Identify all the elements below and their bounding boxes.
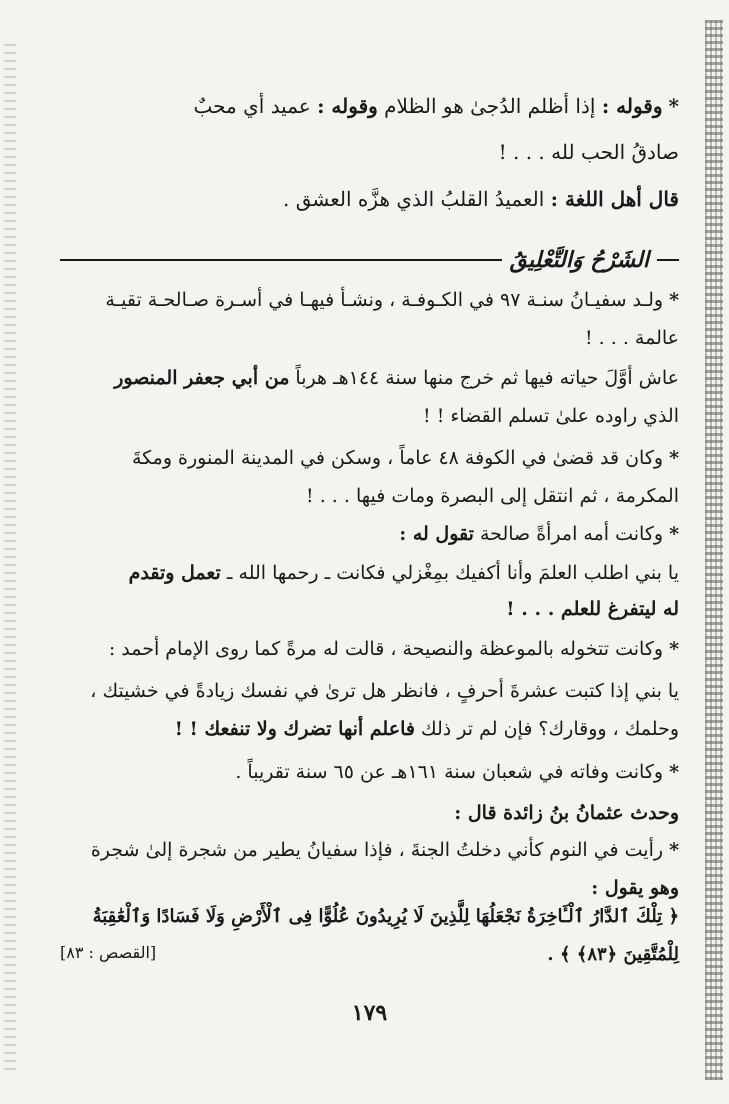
bullet-star: * [669,523,679,545]
bullet-star: * [669,447,679,469]
bullet-star: * [668,94,679,118]
para-8-line-1 [60,838,679,862]
para-1-line-1 [60,288,679,312]
para-5-text: وكانت تتخوله بالموعظة والنصيحة ، قالت له مرةً كما روى الإمام أحمد : [108,638,664,660]
quote-text-a: إذا أظلم الدُجىٰ هو الظلام [384,94,596,118]
para-4-line-1 [60,522,679,546]
section-title: الشَرْحُ وَالتَّعْلِيقُ [509,247,649,273]
para-4-text-a: وكانت أمه امرأةً صالحة [480,523,664,545]
para-4-quote-b: تعمل وتقدم [128,562,221,584]
para-6-line-1 [60,760,679,784]
quote-label-a: وقوله : [601,94,663,118]
para-8-line-2: وهو يقول : [591,877,679,899]
para-4-line-3: له ليتفرغ للعلم . . . ! [506,598,679,620]
verse-reference: [القصص : ٨٣] [60,943,157,962]
lexicon-label: قال أهل اللغة : [550,187,679,211]
para-4-quote-a: يا بني اطلب العلمَ وأنا أكفيك بمِغْزلي فكانت ـ رحمها الله ـ [226,562,679,584]
quote-text-b: عميد أي محبٌ [193,94,311,118]
para-2-line-1 [60,366,679,390]
para-1-text: ولـد سفيـانُ سنـة ٩٧ في الكـوفـة ، ونشـأ فيهـا في أسـرة صـالحـة تقيـة [105,289,664,311]
para-5-line-2: يا بني إذا كتبت عشرةَ أحرفٍ ، فانظر هل ترىٰ في نفسك زيادةً في خشيتك ، [90,680,679,702]
decorative-border-left [4,40,16,1070]
page-number: ١٧٩ [351,1000,388,1026]
para-5-line-1 [60,637,679,661]
para-2-line-2: الذي راوده علىٰ تسلم القضاء ! ! [423,405,679,427]
para-4-text-b: تقول له : [399,523,474,545]
bullet-star: * [669,638,679,660]
quote-line-2: صادقُ الحب لله . . . ! [498,140,679,164]
para-6-text: وكانت وفاته في شعبان سنة ١٦١هـ عن ٦٥ سنة تقريباً . [235,761,664,783]
bullet-star: * [669,839,679,861]
decorative-border-right [705,20,723,1080]
para-5-line-3 [60,717,679,741]
para-2-text-b: من أبي جعفر المنصور [114,367,290,389]
page-content [60,0,679,1104]
bullet-star: * [669,761,679,783]
quote-label-b: وقوله : [317,94,378,118]
para-2-text-a: عاش أوَّلَ حياته فيها ثم خرج منها سنة ١٤٤هـ هرباً [295,367,679,389]
lexicon-text: العميدُ القلبُ الذي هزَّه العشق . [283,187,545,211]
verse-line-1: ﴿ تِلْكَ ٱلدَّارُ ٱلْـَٔاخِرَةُ نَجْعَلُهَا لِلَّذِينَ لَا يُرِيدُونَ عُلُوًّا فِى ٱلْأَرْضِ وَلَا فَسَادًا وَٱلْعَٰقِبَةُ [92,906,679,927]
para-5-text-a: وحلمك ، ووقارك؟ فإن لم تر ذلك [420,718,679,740]
quote-line-3 [60,187,679,211]
para-7-line-1: وحدث عثمانُ بنُ زائدة قال : [454,802,679,824]
quote-line-1 [60,94,679,118]
para-3-line-1 [60,446,679,470]
para-3-line-2: المكرمة ، ثم انتقل إلى البصرة ومات فيها . . . ! [306,485,679,507]
verse-line-2: لِلْمُتَّقِينَ ﴿٨٣﴾ ﴾ . [547,944,679,965]
section-heading [60,243,679,277]
para-4-line-2 [60,561,679,585]
para-8-text: رأيت في النوم كأني دخلتُ الجنةَ ، فإذا سفيانُ يطير من شجرة إلىٰ شجرة [90,839,664,861]
para-5-text-b: فاعلم أنها تضرك ولا تنفعك ! ! [174,718,415,740]
para-1-line-2: عالمة . . . ! [585,327,679,349]
bullet-star: * [669,289,679,311]
heading-rule-right [657,259,679,261]
para-3-text: وكان قد قضىٰ في الكوفة ٤٨ عاماً ، وسكن في المدينة المنورة ومكةَ [131,447,664,469]
heading-rule-left [60,259,502,261]
